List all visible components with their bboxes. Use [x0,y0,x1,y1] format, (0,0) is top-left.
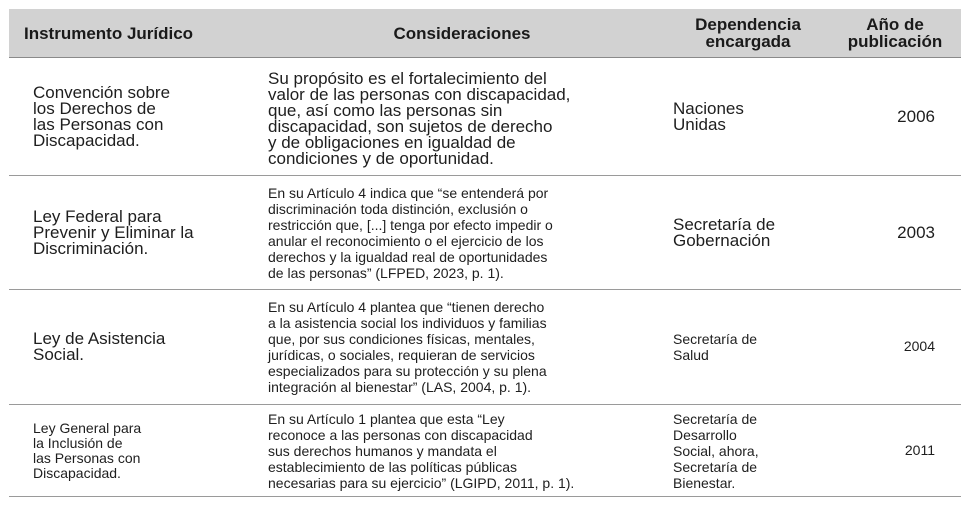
considerations-cell: Su propósito es el fortalecimiento del valor de las personas con discapacidad, que, así como las personas sin discapacidad, son sujetos de derecho y de obligaciones en igualdad de condiciones y de oportunidad. [257,58,667,176]
table-header [9,9,961,58]
agency-cell: Secretaría de Gobernación [667,176,829,290]
header-considerations: Consideraciones [257,9,667,58]
year-cell: 2003 [829,176,961,290]
year-cell: 2004 [829,290,961,405]
header-agency: Dependencia encargada [667,9,829,58]
legal-instruments-table [9,9,961,497]
agency-cell: Secretaría de Desarrollo Social, ahora, Secretaría de Bienestar. [667,405,829,497]
considerations-cell: En su Artículo 4 indica que “se entenderá por discriminación toda distinción, exclusión o restricción que, [...] tenga por efecto impedir o anular el reconocimiento o el ejercicio de los derechos y la igualdad real de oportunidades de las personas” (LFPED, 2023, p. 1). [257,176,667,290]
table-body [9,58,961,497]
agency-cell: Secretaría de Salud [667,290,829,405]
table-row [9,58,961,176]
instrument-cell: Ley de Asistencia Social. [9,290,257,405]
header-year: Año de publicación [829,9,961,58]
header-instrument: Instrumento Jurídico [9,9,257,58]
year-cell: 2011 [829,405,961,497]
year-cell: 2006 [829,58,961,176]
instrument-cell: Convención sobre los Derechos de las Personas con Discapacidad. [9,58,257,176]
table-row [9,176,961,290]
agency-cell: Naciones Unidas [667,58,829,176]
header-row [9,9,961,58]
instrument-cell: Ley General para la Inclusión de las Personas con Discapacidad. [9,405,257,497]
table-row [9,290,961,405]
instrument-cell: Ley Federal para Prevenir y Eliminar la Discriminación. [9,176,257,290]
considerations-cell: En su Artículo 4 plantea que “tienen derecho a la asistencia social los individuos y familias que, por sus condiciones físicas, mentales, jurídicas, o sociales, requieran de servicios especializados para su protección y su plena integración al bienestar” (LAS, 2004, p. 1). [257,290,667,405]
table-row [9,405,961,497]
considerations-cell: En su Artículo 1 plantea que esta “Ley reconoce a las personas con discapacidad sus derechos humanos y mandata el establecimiento de las políticas públicas necesarias para su ejercicio” (LGIPD, 2011, p. 1). [257,405,667,497]
